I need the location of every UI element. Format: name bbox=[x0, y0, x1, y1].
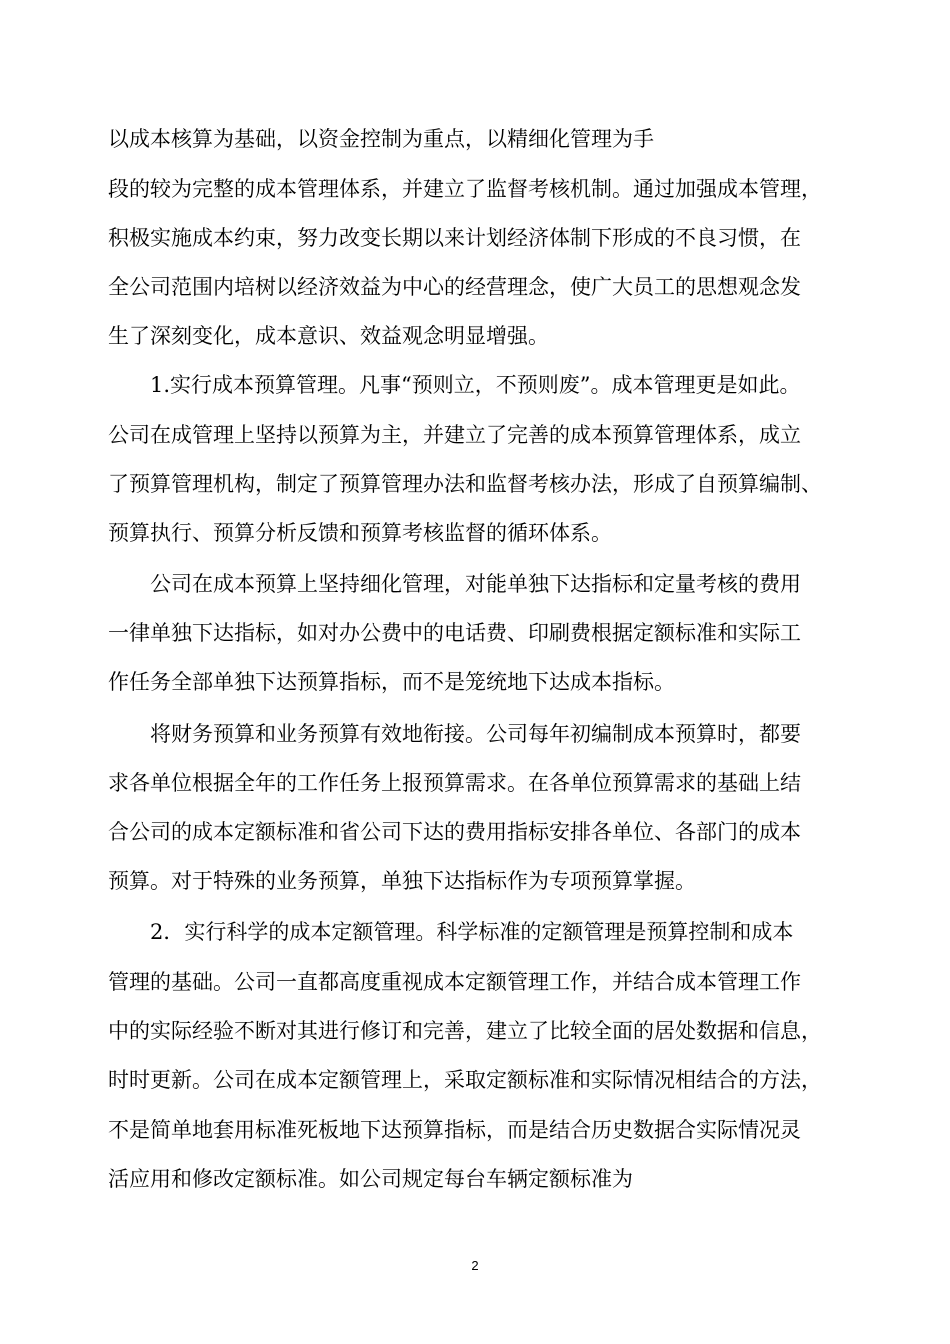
paragraph-5-line-6: 活应用和修改定额标准。如公司规定每台车辆定额标准为 bbox=[108, 1167, 633, 1191]
paragraph-1-line-5: 生了深刻变化，成本意识、效益观念明显增强。 bbox=[108, 324, 549, 348]
paragraph-3-line-2: 一律单独下达指标，如对办公费中的电话费、印刷费根据定额标准和实际工 bbox=[108, 621, 801, 645]
paragraph-5-line-1: 2．实行科学的成本定额管理。科学标准的定额管理是预算控制和成本 bbox=[150, 920, 794, 944]
paragraph-5-line-2: 管理的基础。公司一直都高度重视成本定额管理工作，并结合成本管理工作 bbox=[108, 970, 801, 994]
paragraph-4-line-2: 求各单位根据全年的工作任务上报预算需求。在各单位预算需求的基础上结 bbox=[108, 771, 801, 795]
paragraph-1-line-2: 段的较为完整的成本管理体系，并建立了监督考核机制。通过加强成本管理， bbox=[108, 177, 822, 201]
paragraph-5-line-4: 时时更新。公司在成本定额管理上，采取定额标准和实际情况相结合的方法， bbox=[108, 1068, 822, 1092]
paragraph-4-line-4: 预算。对于特殊的业务预算，单独下达指标作为专项预算掌握。 bbox=[108, 869, 696, 893]
paragraph-1-line-4: 全公司范围内培树以经济效益为中心的经营理念，使广大员工的思想观念发 bbox=[108, 275, 801, 299]
paragraph-5-line-5: 不是简单地套用标准死板地下达预算指标，而是结合历史数据合实际情况灵 bbox=[108, 1118, 801, 1142]
paragraph-1-line-3: 积极实施成本约束，努力改变长期以来计划经济体制下形成的不良习惯，在 bbox=[108, 226, 801, 250]
paragraph-2-line-2: 公司在成管理上坚持以预算为主，并建立了完善的成本预算管理体系，成立 bbox=[108, 423, 801, 447]
paragraph-2-line-3: 了预算管理机构，制定了预算管理办法和监督考核办法，形成了自预算编制、 bbox=[108, 472, 822, 496]
paragraph-3-line-1: 公司在成本预算上坚持细化管理，对能单独下达指标和定量考核的费用 bbox=[150, 572, 801, 596]
paragraph-2-line-1: 1.实行成本预算管理。凡事“预则立，不预则废”。成本管理更是如此。 bbox=[150, 373, 801, 397]
page-number: 2 bbox=[471, 1258, 479, 1273]
paragraph-3-line-3: 作任务全部单独下达预算指标，而不是笼统地下达成本指标。 bbox=[108, 670, 675, 694]
paragraph-4-line-3: 合公司的成本定额标准和省公司下达的费用指标安排各单位、各部门的成本 bbox=[108, 820, 801, 844]
paragraph-2-line-4: 预算执行、预算分析反馈和预算考核监督的循环体系。 bbox=[108, 521, 612, 545]
paragraph-1-line-1: 以成本核算为基础，以资金控制为重点，以精细化管理为手 bbox=[108, 127, 654, 151]
paragraph-5-line-3: 中的实际经验不断对其进行修订和完善，建立了比较全面的居处数据和信息， bbox=[108, 1019, 822, 1043]
paragraph-4-line-1: 将财务预算和业务预算有效地衔接。公司每年初编制成本预算时，都要 bbox=[150, 722, 801, 746]
